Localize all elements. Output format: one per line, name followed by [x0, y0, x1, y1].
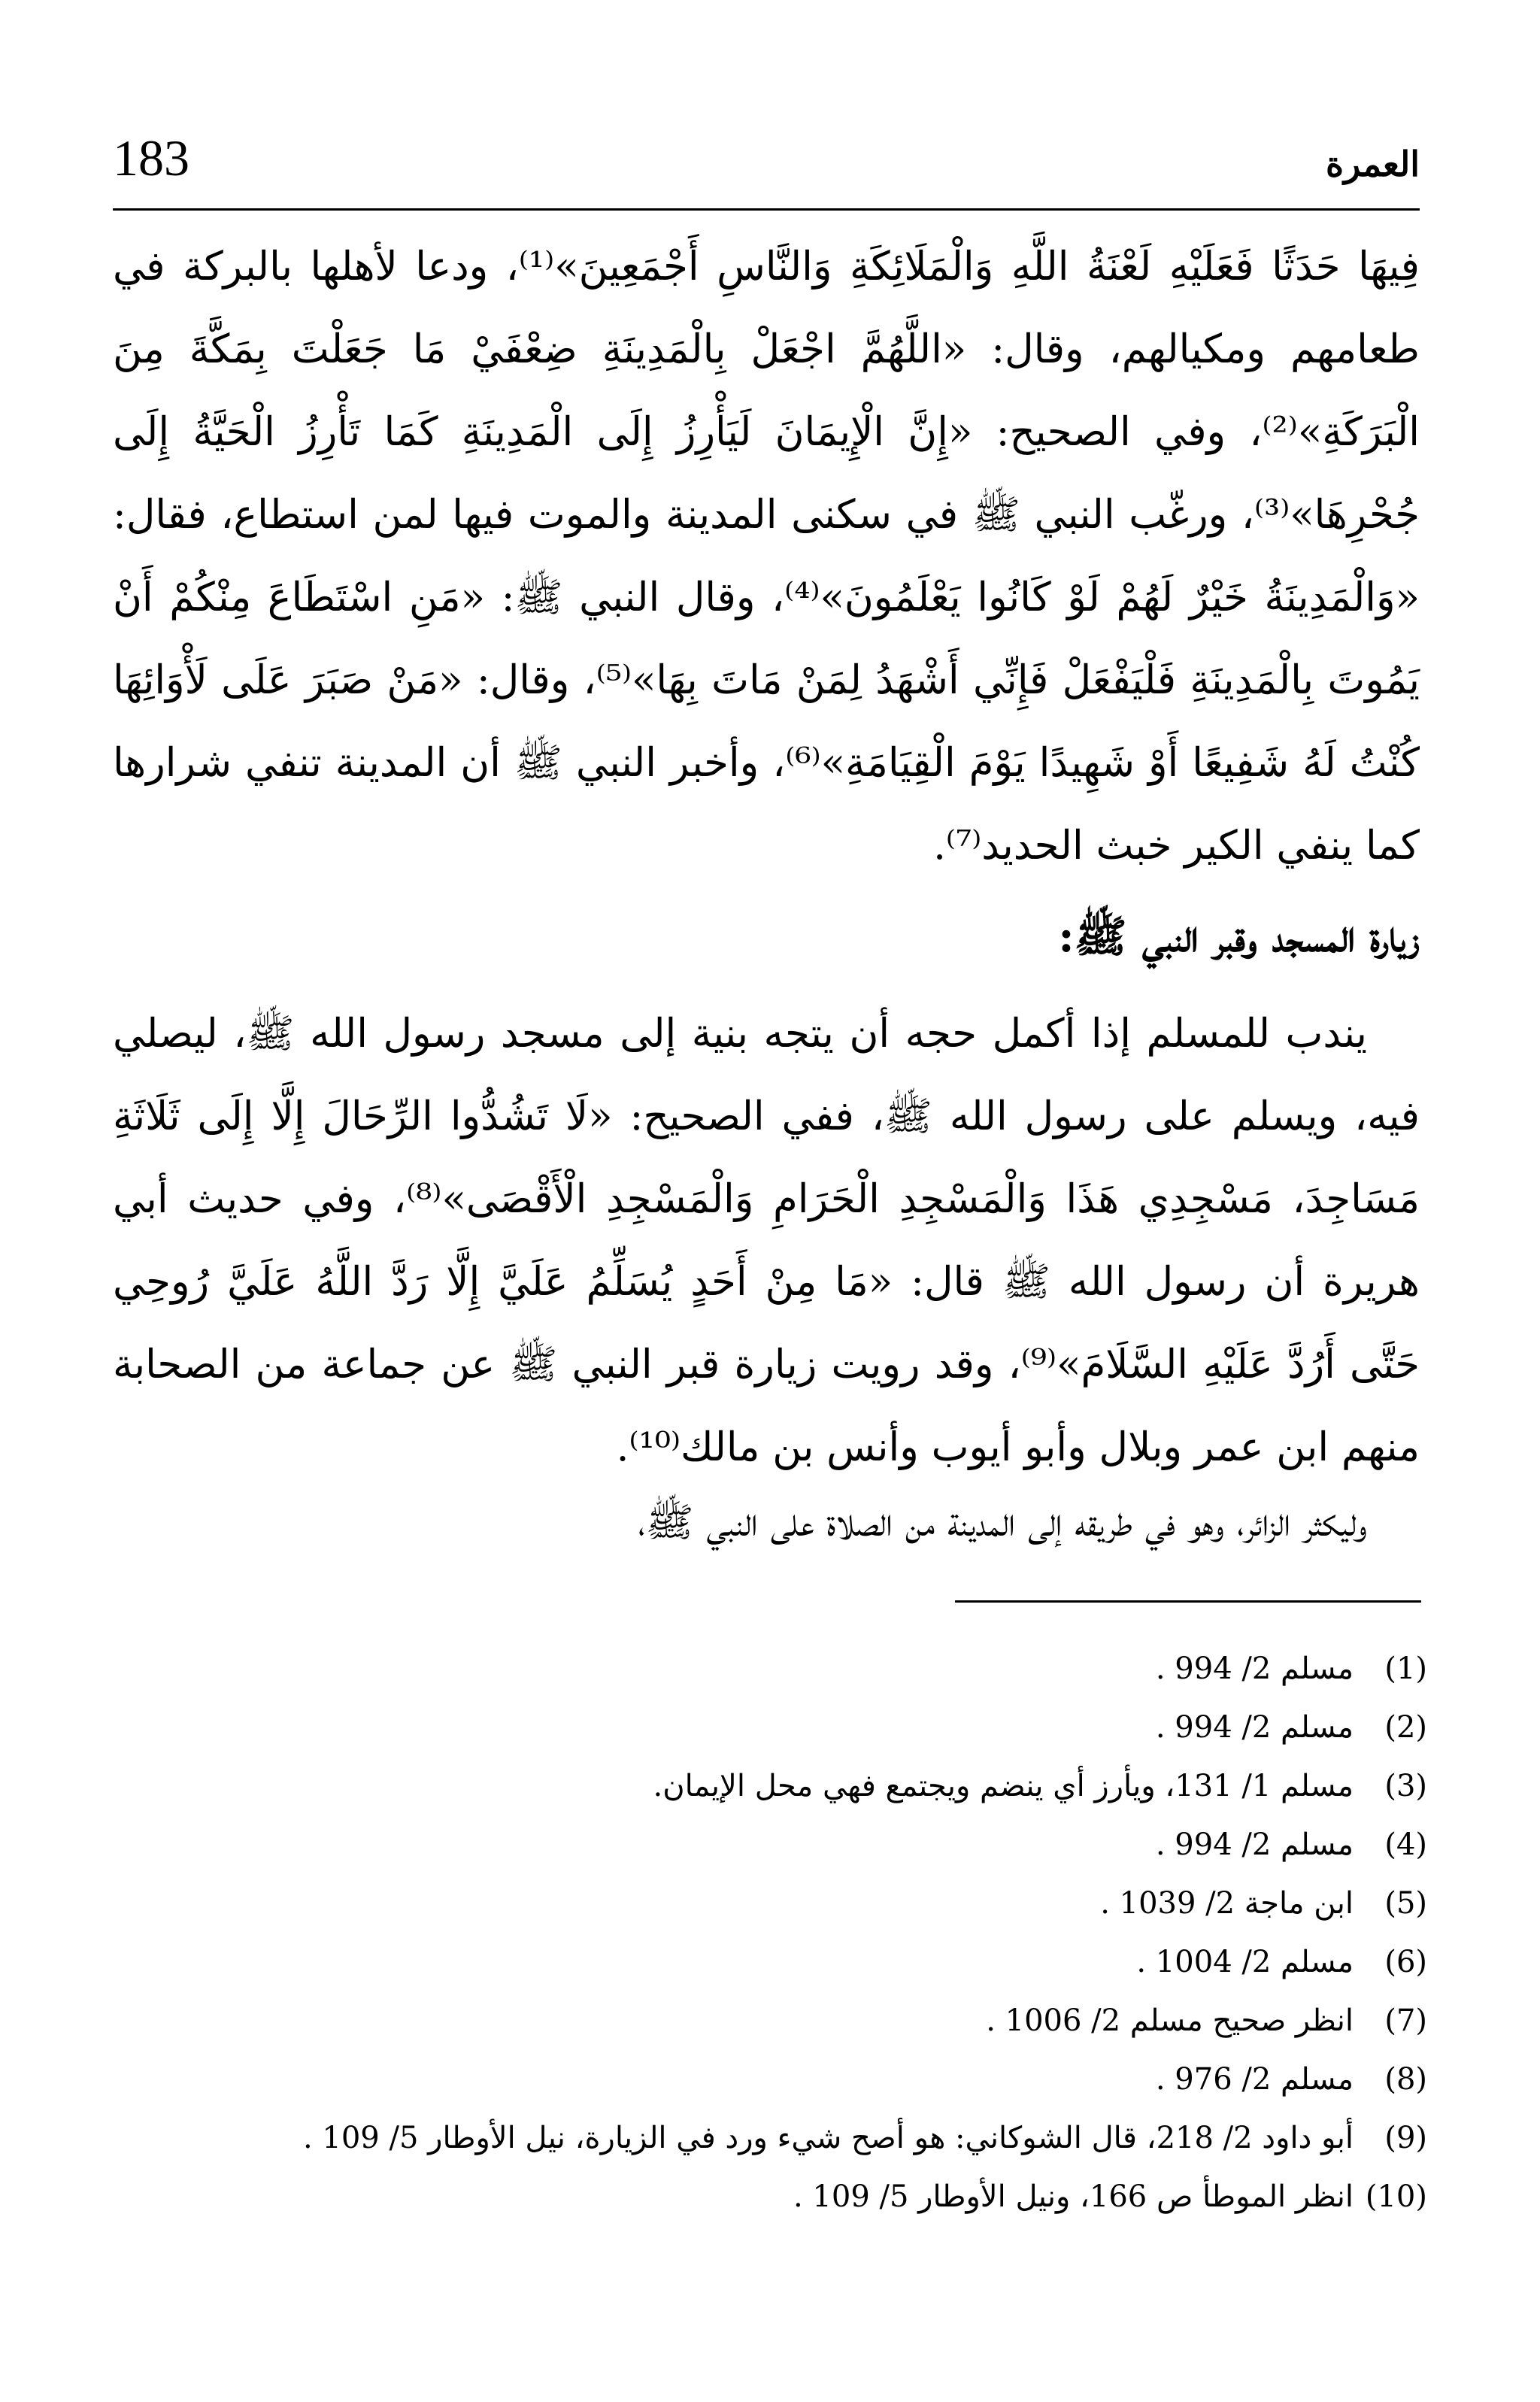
footnote-text: مسلم 2/ 994 .: [1155, 1710, 1354, 1745]
footnote-number: (4): [1384, 1827, 1427, 1862]
main-paragraph-1: فِيهَا حَدَثًا فَعَلَيْهِ لَعْنَةُ اللَّهِ وَالْمَلَائِكَةِ وَالنَّاسِ أَجْمَعِينَ»⁽¹⁾، ودعا لأهلها بالبركة في طعامهم ومكيالهم، وقال: «اللَّهُمَّ اجْعَلْ بِالْمَدِينَةِ ضِعْفَيْ مَا جَعَلْتَ بِمَكَّةَ مِنَ الْبَرَكَةِ»⁽²⁾، وفي الصحيح: «إِنَّ الْإِيمَانَ لَيَأْرِزُ إِلَى الْمَدِينَةِ كَمَا تَأْرِزُ الْحَيَّةُ إِلَى جُحْرِهَا»⁽³⁾، ورغّب النبي ﷺ في سكنى المدينة والموت فيها لمن استطاع، فقال: «وَالْمَدِينَةُ خَيْرٌ لَهُمْ لَوْ كَانُوا يَعْلَمُونَ»⁽⁴⁾، وقال النبي ﷺ: «مَنِ اسْتَطَاعَ مِنْكُمْ أَنْ يَمُوتَ بِالْمَدِينَةِ فَلْيَفْعَلْ فَإِنِّي أَشْهَدُ لِمَنْ مَاتَ بِهَا»⁽⁵⁾، وقال: «مَنْ صَبَرَ عَلَى لَأْوَائِهَا كُنْتُ لَهُ شَفِيعًا أَوْ شَهِيدًا يَوْمَ الْقِيَامَةِ»⁽⁶⁾، وأخبر النبي ﷺ أن المدينة تنفي شرارها كما ينفي الكير خبث الحديد⁽⁷⁾.: [113, 244, 1420, 869]
footnote-text: أبو داود 2/ 218، قال الشوكاني: هو أصح شيء ورد في الزيارة، نيل الأوطار 5/ 109 .: [302, 2121, 1354, 2155]
footnote-number: (10): [1365, 2179, 1427, 2214]
footnotes: [113, 1639, 1427, 2226]
main-paragraph-1-block: [113, 226, 1420, 887]
footnote-3: [113, 1757, 1427, 1815]
footnote-text: مسلم 2/ 994 .: [1155, 1651, 1354, 1686]
footnote-7: [113, 1991, 1427, 2050]
footnote-4: [113, 1815, 1427, 1874]
footnote-9: [113, 2109, 1427, 2167]
main-paragraph-3: وليكثر الزائر، وهو في طريقه إلى المدينة من الصلاة على النبي ﷺ،: [638, 1500, 1367, 1545]
footnote-number: (2): [1384, 1710, 1427, 1745]
footnote-text: انظر صحيح مسلم 2/ 1006 .: [986, 2003, 1354, 2038]
running-title: العمرة: [1325, 144, 1420, 184]
main-paragraph-2-block: [113, 993, 1420, 1489]
footnote-1: [113, 1639, 1427, 1698]
footnote-number: (5): [1384, 1886, 1427, 1921]
footnote-rule: [955, 1600, 1421, 1603]
footnote-text: ابن ماجة 2/ 1039 .: [1100, 1886, 1354, 1921]
main-paragraph-2: يندب للمسلم إذا أكمل حجه أن يتجه بنية إلى مسجد رسول الله ﷺ، ليصلي فيه، ويسلم على رسول الله ﷺ، ففي الصحيح: «لَا تَشُدُّوا الرِّحَالَ إِلَّا إِلَى ثَلَاثَةِ مَسَاجِدَ، مَسْجِدِي هَذَا وَالْمَسْجِدِ الْحَرَامِ وَالْمَسْجِدِ الْأَقْصَى»⁽⁸⁾، وفي حديث أبي هريرة أن رسول الله ﷺ قال: «مَا مِنْ أَحَدٍ يُسَلِّمُ عَلَيَّ إِلَّا رَدَّ اللَّهُ عَلَيَّ رُوحِي حَتَّى أَرُدَّ عَلَيْهِ السَّلَامَ»⁽⁹⁾، وقد رويت زيارة قبر النبي ﷺ عن جماعة من الصحابة منهم ابن عمر وبلال وأبو أيوب وأنس بن مالك⁽¹⁰⁾.: [113, 1011, 1420, 1470]
header-rule: [113, 208, 1420, 211]
footnote-5: [113, 1874, 1427, 1933]
footnote-text: مسلم 2/ 976 .: [1155, 2062, 1354, 2097]
footnote-text: مسلم 2/ 1004 .: [1136, 1945, 1354, 1979]
page-header: [113, 120, 1420, 196]
footnote-number: (3): [1384, 1769, 1427, 1803]
footnote-number: (9): [1384, 2121, 1427, 2155]
footnote-number: (6): [1384, 1945, 1427, 1979]
footnote-text: انظر الموطأ ص 166، ونيل الأوطار 5/ 109 .: [793, 2179, 1354, 2214]
main-paragraph-3-block: [113, 1482, 1420, 1564]
footnote-10: [113, 2167, 1427, 2226]
page-number: 183: [113, 129, 189, 187]
section-heading: زيارة المسجد وقبر النبي ﷺ:: [1058, 911, 1420, 962]
footnote-number: (1): [1384, 1651, 1427, 1686]
footnote-text: مسلم 2/ 994 .: [1155, 1827, 1354, 1862]
footnote-2: [113, 1698, 1427, 1757]
footnote-number: (7): [1384, 2003, 1427, 2038]
footnote-number: (8): [1384, 2062, 1427, 2097]
footnote-text: مسلم 1/ 131، ويأرز أي ينضم ويجتمع فهي محل الإيمان.: [653, 1769, 1354, 1803]
footnote-6: [113, 1933, 1427, 1991]
footnote-8: [113, 2050, 1427, 2109]
